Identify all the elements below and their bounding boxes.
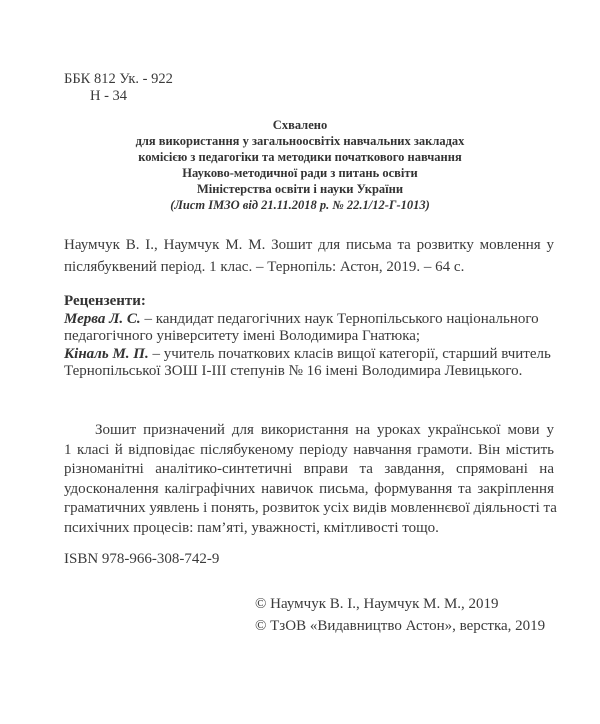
reviewer-name: Мерва Л. С. (64, 310, 141, 327)
reviewer-1 (64, 311, 554, 329)
reviewers-heading: Рецензенти: (64, 293, 146, 309)
text-line: удосконалення каліграфічних навичок письма, формування та закріплення (64, 480, 554, 497)
reviewer-name: Кіналь М. П. (64, 345, 149, 362)
text-line: психічних процесів: пам’яті, уважності, кмітливості тощо. (64, 519, 439, 536)
approval-line: для використання у загальноосвітіх навчальних закладах (135, 134, 465, 148)
bibliographic-description (64, 234, 554, 278)
text-line: граматичних уявлень і понять, розвиток усіх видів мовленнєвої діяльності та (64, 500, 557, 517)
author-mark: Н - 34 (90, 88, 128, 104)
reviewer-description: – учитель початкових класів вищої категорії, старший вчитель (148, 345, 551, 362)
copyright (255, 593, 545, 637)
text-line: Зошит призначений для використання на уроках української мови у (95, 422, 554, 438)
text-line: післябуквений період. 1 клас. – Тернопіль: Астон, 2019. – 64 с. (64, 259, 465, 275)
text-line: 1 класі й відповідає післябукеному періоду навчання грамоти. Він містить (64, 441, 554, 458)
approval-line: Міністерства освіти і науки України (196, 182, 404, 196)
isbn: ISBN 978-966-308-742-9 (64, 551, 220, 567)
text-line: різноманітні аналітико-синтетичні вправи та завдання, спрямовані на (64, 461, 554, 478)
reviewer-2 (64, 346, 554, 364)
approval-line: Схвалено (272, 118, 328, 132)
reviewer-description: – кандидат педагогічних наук Тернопільського національного (140, 310, 539, 327)
approval-citation: (Лист ІМЗО від 21.11.2018 р. № 22.1/12-Г-1013) (170, 198, 430, 212)
approval-block (60, 117, 540, 213)
approval-line: комісією з педагогіки та методики початкового навчання (138, 150, 462, 164)
bbk-index (64, 71, 173, 105)
approval-line: Науково-методичної ради з питань освіти (182, 166, 418, 180)
text-line: Тернопільської ЗОШ І-ІІІ степунів № 16 імені Володимира Левицького. (64, 363, 523, 379)
copyright-line: © ТзОВ «Видавництво Астон», верстка, 2019 (255, 618, 546, 634)
abstract (64, 421, 557, 539)
bbk-code: ББК 812 Ук. - 922 (64, 71, 173, 87)
text-line: Наумчук В. І., Наумчук М. М. Зошит для письма та розвитку мовлення у (64, 237, 554, 253)
copyright-line: © Наумчук В. І., Наумчук М. М., 2019 (255, 596, 499, 612)
text-line: педагогічного університету імені Володимира Гнатюка; (64, 328, 421, 344)
reviewers-section (64, 293, 554, 381)
